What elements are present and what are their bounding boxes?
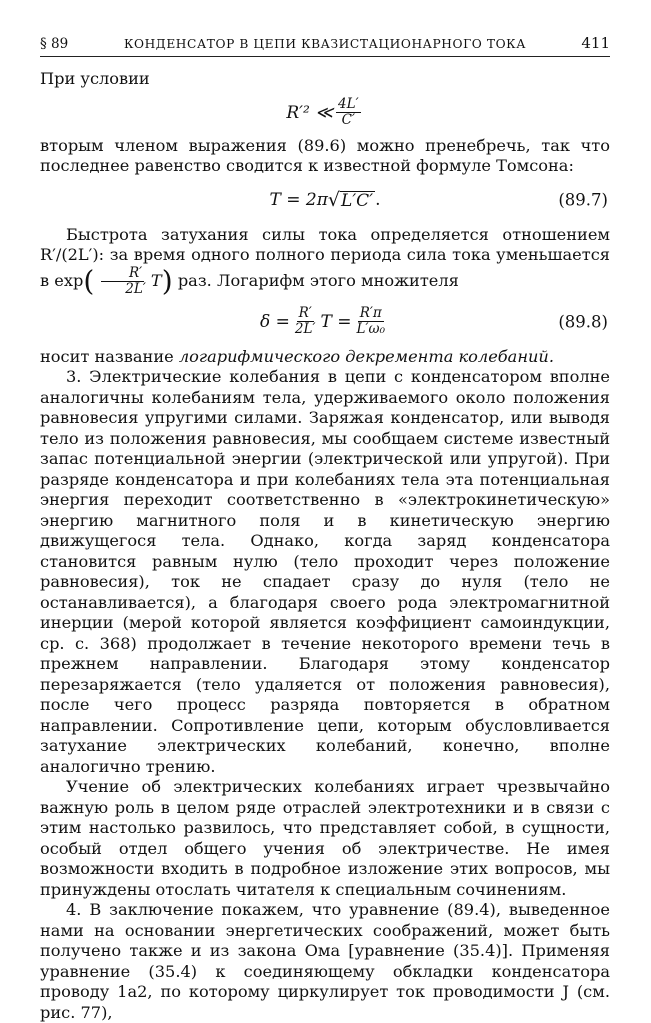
formula-lhs: R′² ≪ [286,102,334,123]
denominator: 2L′ [294,321,316,337]
paragraph-4: 4. В заключение покажем, что уравнение (89.4), выведенное нами на основании энергетических соображений, может быть получено также и из закона Ома [уравнение (35.4)]. Применяя уравнение (35.4) к соединяющему обкладки конденсатора проводу 1a2, по которому циркулирует ток проводимости J (см. рис. 77), [40,900,610,1022]
section-number: § 89 [40,36,69,52]
formula-89-7 [40,177,610,223]
formula-middle: T = [320,311,352,332]
equation-number: (89.8) [558,312,608,331]
equation-number: (89.7) [558,190,608,209]
numerator: R′ [298,305,312,321]
denominator: 2L′ [125,280,146,297]
denominator: C′ [341,112,356,128]
formula-period: . [375,189,381,210]
denominator: L′ω₀ [356,321,385,337]
numerator: R′π [359,305,382,321]
page [40,34,610,1023]
exp-variable: T [150,270,162,290]
numerator: R′ [101,266,144,282]
paragraph-damping: Быстрота затухания силы тока определяется отношением R′/(2L′): за время одного полного периода сила тока уменьшается в exp( $\frac{R'}{2L'}$ T) раз. Логарифм этого множителя [40,224,610,297]
numerator: 4L′ [338,96,359,112]
paragraph-condition: При условии [40,69,150,88]
running-title: КОНДЕНСАТОР В ЦЕПИ КВАЗИСТАЦИОНАРНОГО ТОКА [123,37,527,51]
paragraph-thomson: вторым членом выражения (89.6) можно пренебречь, так что последнее равенство сводится к известной формуле Томсона: [40,135,610,175]
fraction [293,306,318,337]
damping-text: Быстрота затухания силы тока определяется отношением R′/(2L′): за время одного полного периода сила тока уменьшается в exp [40,224,610,290]
square-root: √ L′C′ [327,188,374,211]
page-number: 411 [581,34,610,52]
fraction [336,97,361,128]
paragraph-oscillations-theory: Учение об электрических колебаниях играет чрезвычайно важную роль в целом ряде отраслей электротехники и в связи с этим настолько развилось, что представляет собой, в сущности, особый отдел общего учения об электричестве. Не имея возможности входить в подробное изложение этих вопросов, мы принуждены отослать читателя к специальным сочинениям. [40,777,610,899]
formula-condition [40,90,610,136]
decrement-term: логарифмического декремента колебаний. [178,346,554,366]
fraction [355,306,387,337]
exp-fraction [97,266,148,297]
formula-lhs: T = 2π [269,189,328,210]
paragraph-3: 3. Электрические колебания в цепи с конденсатором вполне аналогичны колебаниям тела, удерживаемого около положения равновесия упругими силами. Заряжая конденсатор, или выводя тело из положения равновесия, мы сообщаем системе известный запас потенциальной энергии (электрической или упругой). При разряде конденсатора и при колебаниях тела эта потенциальная энергия переходит соответственно в «электрокинетическую» энергию магнитного поля и в кинетическую энергию движущегося тела. Однако, когда заряд конденсатора становится равным нулю (тело проходит через положение равновесия), ток не спадает сразу до нуля (тело не останавливается), а благодаря своего рода электромагнитной инерции (мерой которой является коэффициент самоиндукции, ср. с. 368) продолжает в течение некоторого времени течь в прежнем направлении. Благодаря этому конденсатор перезаряжается (тело удаляется от положения равновесия), после чего процесс разряда повторяется в обратном направлении. Сопротивление цепи, которым обусловливается затухание электрических колебаний, конечно, вполне аналогично трению. [40,367,610,776]
radicand: L′C′ [341,190,374,211]
decrement-prefix: носит название [40,346,174,366]
formula-89-8 [40,297,610,347]
damping-text-end: раз. Логарифм этого множителя [177,270,459,290]
running-header [40,34,610,57]
formula-lhs: δ = [260,311,290,332]
paragraph-decrement [40,347,610,368]
